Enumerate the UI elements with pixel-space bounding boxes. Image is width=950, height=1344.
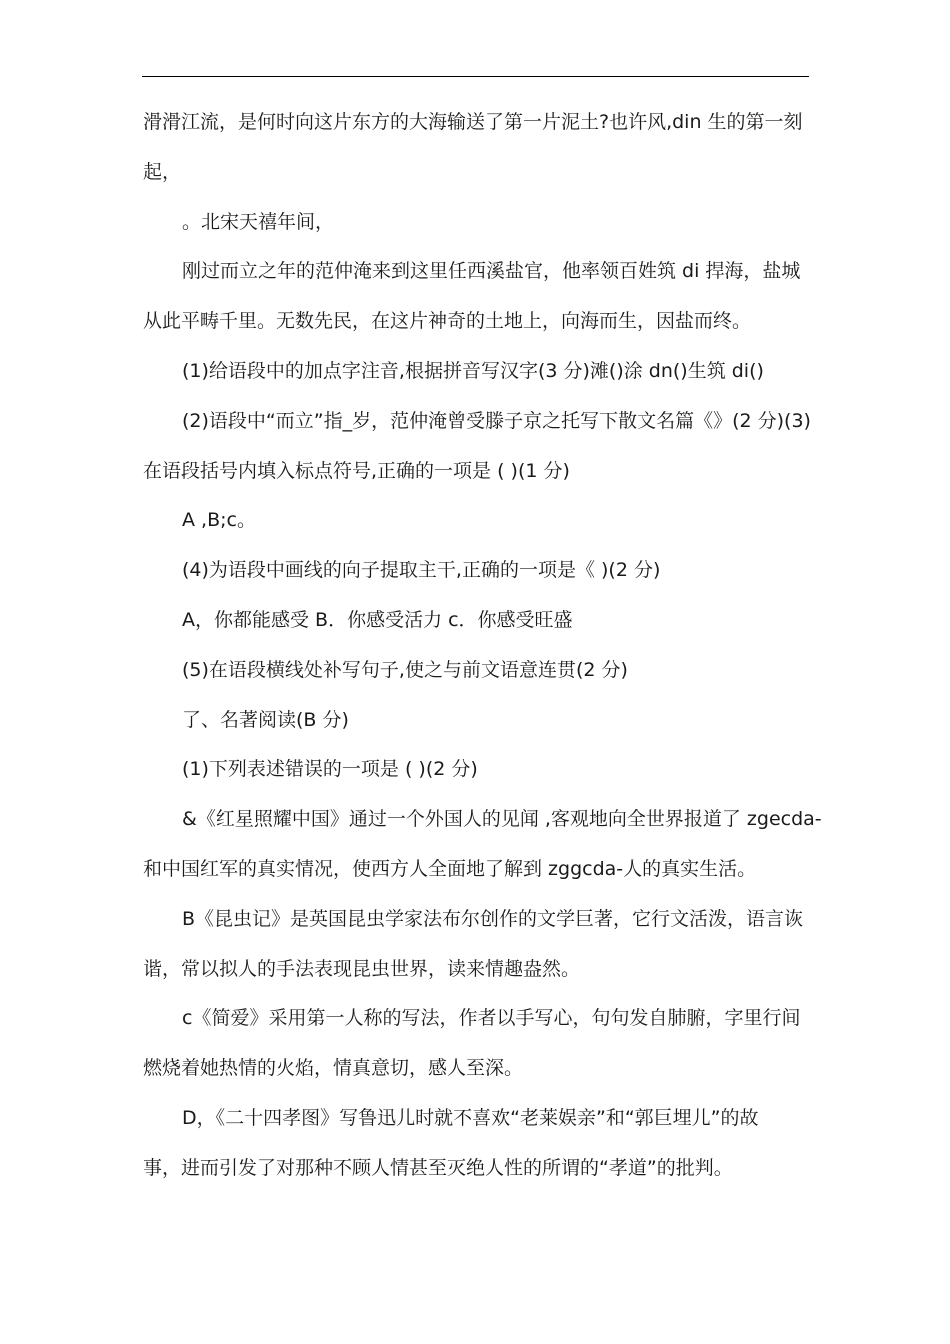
question-5: (5)在语段横线处补写句子,使之与前文语意连贯(2 分)	[182, 658, 628, 681]
question-1: (1)给语段中的加点字注音,根据拼音写汉字(3 分)滩()涂 dn()生筑 di()	[182, 359, 764, 382]
text-line: 燃烧着她热情的火焰，情真意切，感人至深。	[143, 1057, 524, 1080]
text-line: 谐，常以拟人的手法表现昆虫世界，读来情趣盎然。	[143, 957, 581, 980]
question-2: (2)语段中“而立”指_岁，范仲淹曾受滕子京之托写下散文名篇《》(2 分)(3)	[182, 409, 811, 432]
question-1: (1)下列表述错误的一项是 ( )(2 分)	[182, 758, 478, 781]
text-line: 起，	[143, 160, 182, 183]
header-rule	[142, 76, 809, 77]
text-line: 在语段括号内填入标点符号,正确的一项是 ( )(1 分)	[143, 459, 570, 482]
document-body	[143, 98, 822, 1194]
text-line: 。北宋天禧年间，	[182, 210, 335, 233]
option-c: c《简爱》采用第一人称的写法，作者以手写心，句句发自肺腑，字里行间	[182, 1007, 801, 1030]
section-heading: 了、名著阅读(B 分)	[182, 708, 349, 731]
question-4: (4)为语段中画线的向子提取主干,正确的一项是《 )(2 分)	[182, 559, 661, 582]
answer-options: A ,B;c。	[182, 509, 256, 532]
answer-options: A，你都能感受 B．你感受活力 c．你感受旺盛	[182, 608, 573, 631]
option-a: &《红星照耀中国》通过一个外国人的见闻 ,客观地向全世界报道了 zgecda-	[182, 808, 822, 831]
text-line: 刚过而立之年的范仲淹来到这里任西溪盐官，他率领百姓筑 di 捍海，盐城	[182, 260, 801, 283]
text-line: 和中国红军的真实情况，使西方人全面地了解到 zggcda-人的真实生活。	[143, 857, 757, 880]
text-line: 从此平畴千里。无数先民，在这片神奇的土地上，向海而生，因盐而终。	[143, 310, 752, 333]
text-line: 滑滑江流，是何时向这片东方的大海输送了第一片泥土?也许风,din 生的第一刻	[143, 111, 803, 133]
option-d: D，《二十四孝图》写鲁迅儿时就不喜欢“老莱娱亲”和“郭巨埋儿”的故	[182, 1106, 759, 1129]
text-line: 事，进而引发了对那种不顾人情甚至灭绝人性的所谓的“孝道”的批判。	[143, 1156, 733, 1179]
option-b: B《昆虫记》是英国昆虫学家法布尔创作的文学巨著，它行文活泼，语言诙	[182, 907, 804, 930]
